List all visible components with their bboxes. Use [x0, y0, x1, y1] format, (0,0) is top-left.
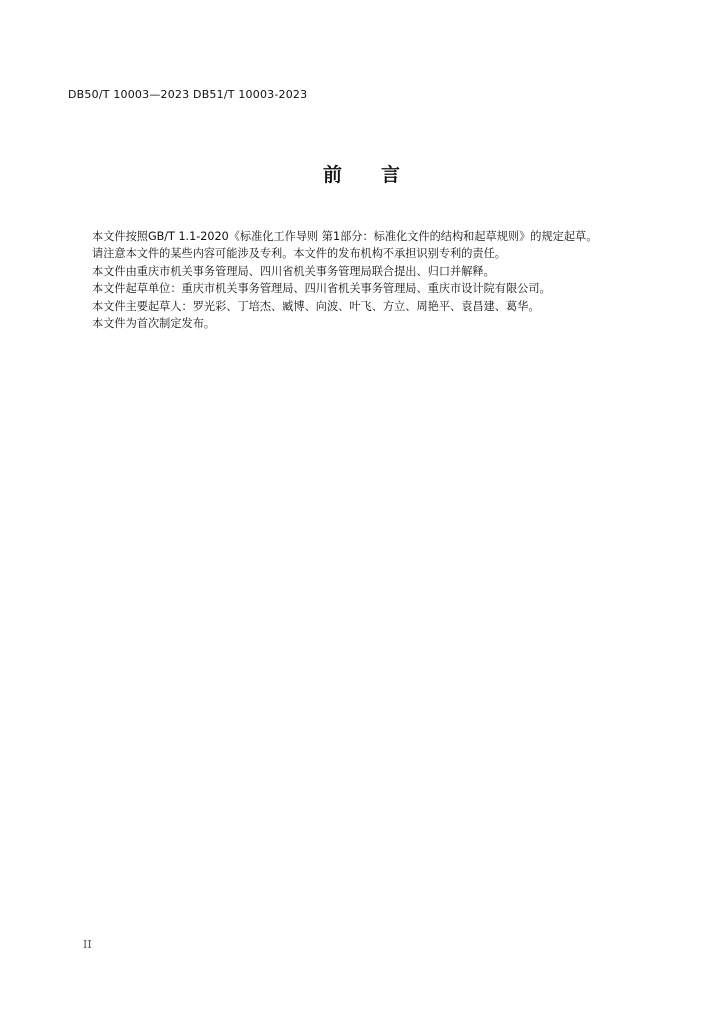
- paragraph-patent-notice: 请注意本文件的某些内容可能涉及专利。本文件的发布机构不承担识别专利的责任。: [92, 247, 506, 261]
- page-number: II: [83, 938, 92, 951]
- foreword-body: [68, 228, 662, 332]
- document-code-header: DB50/T 10003—2023 DB51/T 10003-2023: [68, 88, 308, 101]
- paragraph-drafting-rules: 本文件按照GB/T 1.1-2020《标准化工作导则 第1部分：标准化文件的结构和起草规则》的规定起草。: [92, 230, 598, 243]
- title-char-1: 前: [322, 164, 343, 186]
- paragraph-first-release: 本文件为首次制定发布。: [92, 317, 216, 331]
- paragraph-proposer: 本文件由重庆市机关事务管理局、四川省机关事务管理局联合提出、归口并解释。: [92, 264, 495, 278]
- page-title: [0, 160, 724, 187]
- paragraph-drafters: 本文件主要起草人：罗光彩、丁培杰、臧博、向波、叶飞、方立、周艳平、袁昌建、葛华。: [92, 299, 540, 313]
- paragraph-drafting-units: 本文件起草单位：重庆市机关事务管理局、四川省机关事务管理局、重庆市设计院有限公司。: [92, 282, 551, 296]
- title-char-2: 言: [381, 164, 402, 186]
